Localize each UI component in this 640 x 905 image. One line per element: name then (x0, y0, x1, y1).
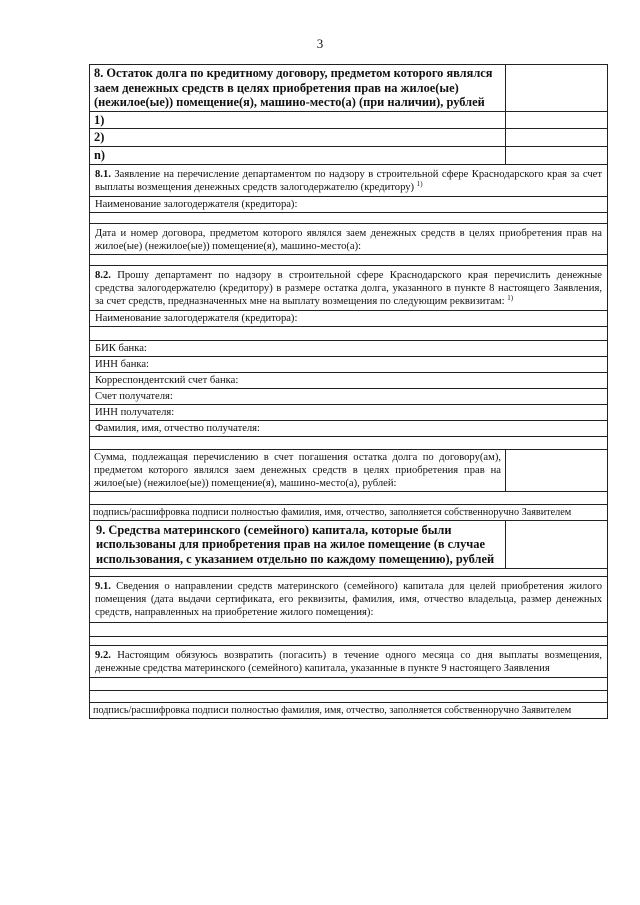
signature-space-9-2-extra[interactable] (89, 691, 608, 703)
bank-bik-field[interactable]: БИК банка: (89, 341, 608, 357)
debt-item-value[interactable] (506, 129, 607, 146)
debt-item-label: 1) (90, 112, 506, 129)
bank-inn-field[interactable]: ИНН банка: (89, 357, 608, 373)
section-8-title: 8. Остаток долга по кредитному договору, предметом которого являлся заем денежных средств в целях приобретения прав на жилое(ые) (нежилое(ые)) помещение(я), машино-место(а) (при наличии), рублей (90, 65, 506, 111)
signature-caption-9-2: подпись/расшифровка подписи полностью фамилия, имя, отчество, заполняется собственноручно Заявителем (89, 703, 608, 719)
maternity-capital-field-1[interactable] (89, 623, 608, 637)
section-9-header (89, 521, 608, 570)
section-8-1-number: 8.1. (95, 168, 111, 180)
section-9-1-spacer (89, 637, 608, 646)
corr-account-field[interactable]: Корреспондентский счет банка: (89, 373, 608, 389)
section-9-title: 9. Средства материнского (семейного) капитала, которые были использованы для приобретения прав на жилое помещение (в случае использования, с указанием отдельно по каждому помещению), рублей (90, 521, 506, 569)
section-9-1-body: Сведения о направлении средств материнского (семейного) капитала для целей приобретения жилого помещения (дата выдачи сертификата, его реквизиты, фамилия, имя, отчество владельца, размер денежных средств, направленных на приобретение жилого помещения): (95, 581, 602, 619)
sum-row (89, 450, 608, 492)
section-9-2-number: 9.2. (95, 650, 111, 662)
debt-item-value[interactable] (506, 147, 607, 164)
debt-item-n (89, 147, 608, 165)
application-form (89, 64, 608, 719)
section-8-2-number: 8.2. (95, 269, 111, 281)
section-9-spacer (89, 569, 608, 577)
debt-item-2 (89, 129, 608, 147)
sum-label: Сумма, подлежащая перечислению в счет погашения остатка долга по договору(ам), предметом которого являлся заем денежных средств в целях приобретения прав на жилое(ые) (нежилое(ые)) помещение(я), машино-место(а), рублей: (90, 450, 506, 491)
section-8-2-text (89, 266, 608, 311)
creditor-name-label-8-1: Наименование залогодержателя (кредитора): (89, 197, 608, 213)
section-9-value-cell[interactable] (506, 521, 607, 569)
contract-field[interactable] (89, 255, 608, 266)
recipient-account-field[interactable]: Счет получателя: (89, 389, 608, 405)
debt-item-value[interactable] (506, 112, 607, 129)
contract-label: Дата и номер договора, предметом которого являлся заем денежных средств в целях приобретения прав на жилое(ые) (нежилое(ые)) помещение(я), машино-место(а): (89, 224, 608, 255)
section-9-2-text (89, 646, 608, 678)
section-8-2-body: Прошу департамент по надзору в строительной сфере Краснодарского края перечислить денежные средства залогодержателю (кредитору) в размере остатка долга, указанного в пункте 8 настоящего Заявления, за счет средств, предназначенных мне на выплату возмещения по следующим реквизитам: (95, 269, 602, 307)
section-9-2-body: Настоящим обязуюсь возвратить (погасить) в течение одного месяца со дня выплаты возмещения, денежные средства материнского (семейного) капитала, указанные в пункте 9 настоящего Заявления (95, 650, 602, 675)
page-number: 3 (316, 36, 324, 51)
recipient-name-extra-line[interactable] (89, 437, 608, 450)
section-8-header (89, 64, 608, 112)
signature-caption-8-2: подпись/расшифровка подписи полностью фамилия, имя, отчество, заполняется собственноручно Заявителем (89, 505, 608, 521)
debt-item-1 (89, 112, 608, 130)
footnote-ref: 1) (416, 179, 423, 188)
creditor-name-field-8-1[interactable] (89, 213, 608, 224)
debt-item-label: 2) (90, 129, 506, 146)
section-8-1-body: Заявление на перечисление департаментом по надзору в строительной сфере Краснодарского края за счет выплаты возмещения денежных средств залогодержателю (кредитору) (95, 168, 602, 193)
section-9-1-text (89, 577, 608, 623)
section-8-value-cell[interactable] (506, 65, 607, 111)
debt-item-label: n) (90, 147, 506, 164)
signature-space-8-2[interactable] (89, 492, 608, 505)
footnote-ref: 1) (507, 293, 514, 302)
section-9-1-number: 9.1. (95, 581, 111, 593)
creditor-name-field-8-2[interactable] (89, 327, 608, 341)
recipient-inn-field[interactable]: ИНН получателя: (89, 405, 608, 421)
section-8-1-text (89, 165, 608, 197)
sum-value-cell[interactable] (506, 450, 607, 491)
creditor-name-label-8-2: Наименование залогодержателя (кредитора): (89, 311, 608, 327)
signature-space-9-2[interactable] (89, 678, 608, 691)
recipient-name-field[interactable]: Фамилия, имя, отчество получателя: (89, 421, 608, 437)
